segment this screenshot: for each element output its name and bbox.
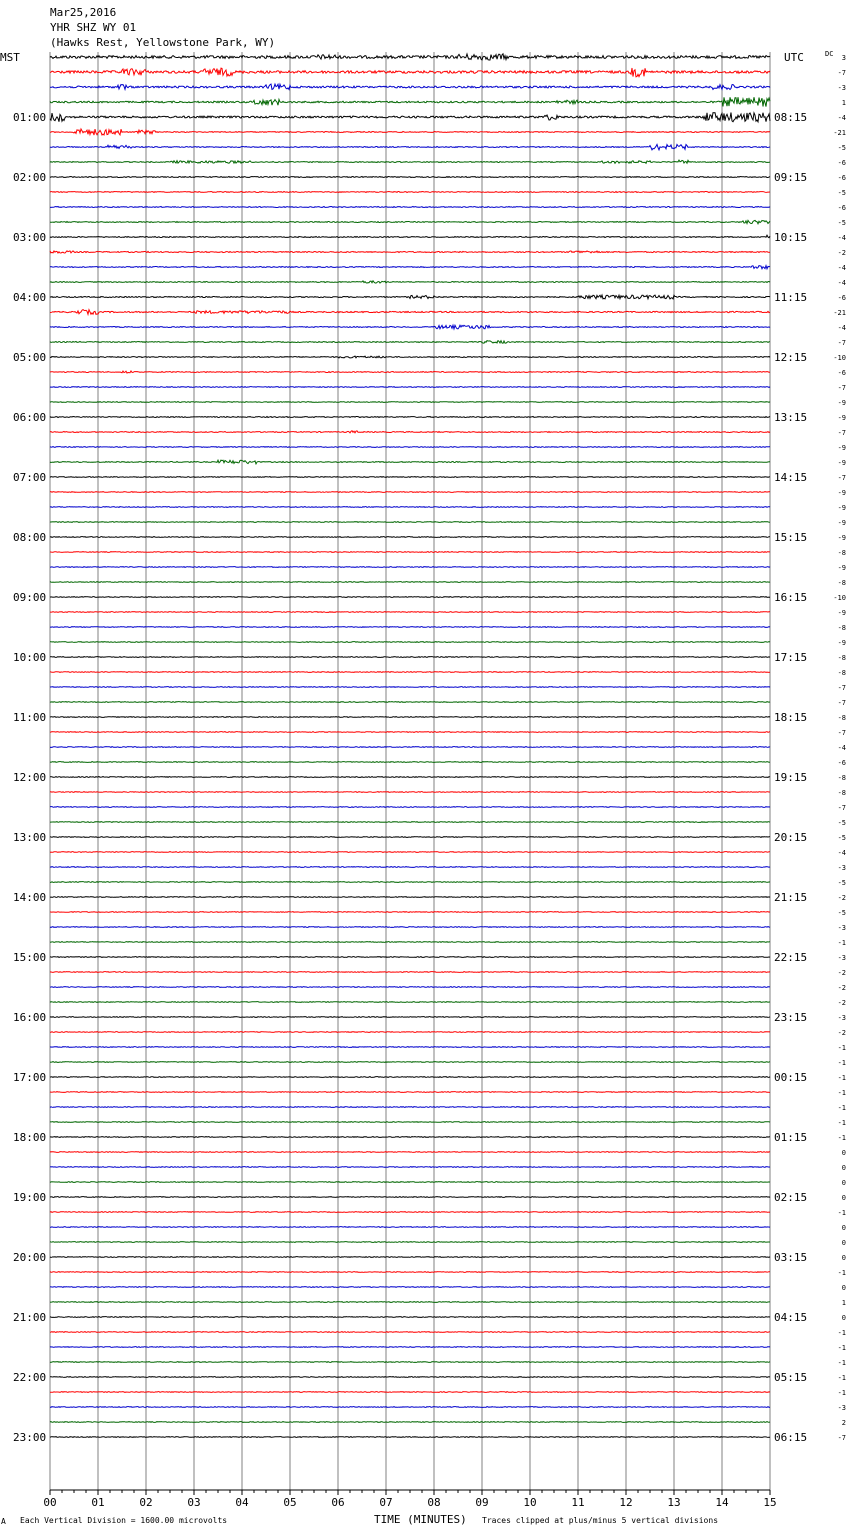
- left-hour-label: 10:00: [13, 651, 47, 664]
- dc-offset-label: 2: [841, 1419, 846, 1427]
- trace-row: [50, 957, 770, 958]
- dc-offset-label: -7: [837, 339, 846, 347]
- trace-row: [50, 460, 770, 464]
- dc-offset-label: -1: [837, 1074, 846, 1082]
- left-hour-label: 16:00: [13, 1011, 47, 1024]
- left-hour-labels: [13, 111, 46, 1444]
- trace-row: [50, 431, 770, 433]
- dc-offset-label: -1: [837, 1344, 846, 1352]
- trace-row: [50, 1182, 770, 1183]
- trace-row: [50, 207, 770, 208]
- x-tick-label: 15: [763, 1496, 777, 1509]
- dc-offset-label: -4: [837, 849, 846, 857]
- right-hour-label: 08:15: [774, 111, 808, 124]
- dc-offset-label: -1: [837, 1119, 846, 1127]
- trace-rows: [50, 54, 770, 1438]
- footer-clip-note: Traces clipped at plus/minus 5 vertical divisions: [482, 1516, 719, 1525]
- x-tick-label: 01: [91, 1496, 105, 1509]
- right-hour-label: 22:15: [774, 951, 808, 964]
- dc-offset-label: -6: [837, 159, 846, 167]
- dc-offset-label: -9: [837, 609, 846, 617]
- dc-offset-label: -7: [837, 69, 846, 77]
- trace-row: [50, 687, 770, 688]
- trace-row: [50, 1347, 770, 1348]
- trace-row: [50, 912, 770, 913]
- x-tick-label: 09: [475, 1496, 489, 1509]
- x-axis-title: TIME (MINUTES): [374, 1513, 467, 1526]
- trace-row: [50, 1062, 770, 1063]
- trace-row: [50, 522, 770, 523]
- right-hour-label: 14:15: [774, 471, 808, 484]
- dc-offset-label: -6: [837, 174, 846, 182]
- right-hour-label: 02:15: [774, 1191, 808, 1204]
- trace-row: [50, 702, 770, 703]
- trace-row: [50, 552, 770, 553]
- trace-row: [50, 356, 770, 358]
- trace-row: [50, 251, 770, 253]
- x-axis: [43, 1490, 776, 1509]
- trace-row: [50, 1212, 770, 1213]
- header-date: Mar25,2016: [50, 6, 117, 19]
- dc-offset-label: -2: [837, 1029, 846, 1037]
- dc-offset-label: 0: [841, 1149, 846, 1157]
- right-zone-label: UTC: [784, 51, 804, 64]
- dc-offset-label: 0: [841, 1314, 846, 1322]
- dc-offset-label: -1: [837, 1269, 846, 1277]
- dc-offset-label: -8: [837, 624, 846, 632]
- left-hour-label: 14:00: [13, 891, 47, 904]
- trace-row: [50, 1302, 770, 1303]
- trace-row: [50, 1107, 770, 1108]
- trace-row: [50, 1332, 770, 1333]
- trace-row: [50, 1437, 770, 1438]
- dc-offset-label: 3: [841, 54, 846, 62]
- trace-row: [50, 1242, 770, 1243]
- trace-row: [50, 597, 770, 598]
- x-tick-label: 00: [43, 1496, 57, 1509]
- dc-offset-label: -9: [837, 639, 846, 647]
- dc-offset-label: -5: [837, 909, 846, 917]
- dc-offset-label: 0: [841, 1164, 846, 1172]
- dc-offset-label: -2: [837, 969, 846, 977]
- trace-row: [50, 1377, 770, 1378]
- dc-offset-label: 0: [841, 1179, 846, 1187]
- dc-offset-label: -5: [837, 834, 846, 842]
- left-hour-label: 07:00: [13, 471, 47, 484]
- dc-offset-label: -9: [837, 564, 846, 572]
- trace-row: [50, 235, 770, 238]
- trace-row: [50, 927, 770, 928]
- right-hour-label: 06:15: [774, 1431, 808, 1444]
- dc-offset-label: -9: [837, 504, 846, 512]
- trace-row: [50, 642, 770, 643]
- trace-row: [50, 160, 770, 163]
- left-hour-label: 05:00: [13, 351, 47, 364]
- dc-offset-label: -7: [837, 384, 846, 392]
- trace-row: [50, 192, 770, 193]
- dc-offset-label: -8: [837, 654, 846, 662]
- dc-offset-label: -1: [837, 1044, 846, 1052]
- dc-offset-label: -1: [837, 939, 846, 947]
- trace-row: [50, 220, 770, 223]
- trace-row: [50, 732, 770, 733]
- dc-offset-label: -4: [837, 744, 846, 752]
- dc-offset-label: 0: [841, 1239, 846, 1247]
- left-hour-label: 23:00: [13, 1431, 47, 1444]
- right-hour-label: 21:15: [774, 891, 808, 904]
- trace-row: [50, 507, 770, 508]
- x-tick-label: 03: [187, 1496, 201, 1509]
- dc-offset-label: -1: [837, 1209, 846, 1217]
- trace-row: [50, 762, 770, 763]
- dc-offset-label: -9: [837, 399, 846, 407]
- trace-row: [50, 1197, 770, 1198]
- dc-offset-label: -8: [837, 714, 846, 722]
- dc-offset-label: -2: [837, 984, 846, 992]
- minute-grid: [50, 52, 770, 1490]
- trace-row: [50, 1092, 770, 1093]
- dc-offset-label: -3: [837, 1014, 846, 1022]
- trace-row: [50, 1362, 770, 1363]
- trace-row: [50, 1227, 770, 1228]
- dc-offset-label: -1: [837, 1329, 846, 1337]
- x-tick-label: 10: [523, 1496, 537, 1509]
- trace-row: [50, 54, 770, 60]
- dc-offset-label: -9: [837, 444, 846, 452]
- left-zone-label: MST: [0, 51, 20, 64]
- dc-offset-label: -9: [837, 519, 846, 527]
- dc-offset-label: -3: [837, 924, 846, 932]
- x-tick-label: 05: [283, 1496, 297, 1509]
- right-hour-label: 04:15: [774, 1311, 808, 1324]
- right-hour-label: 03:15: [774, 1251, 808, 1264]
- header-station: YHR SHZ WY 01: [50, 21, 137, 34]
- dc-offset-label: -4: [837, 114, 846, 122]
- dc-offset-label: -21: [833, 129, 846, 137]
- right-hour-label: 13:15: [774, 411, 808, 424]
- left-hour-label: 17:00: [13, 1071, 47, 1084]
- trace-row: [50, 1122, 770, 1123]
- left-hour-label: 01:00: [13, 111, 47, 124]
- dc-offset-label: -6: [837, 369, 846, 377]
- trace-row: [50, 1422, 770, 1423]
- right-hour-label: 01:15: [774, 1131, 808, 1144]
- left-hour-label: 04:00: [13, 291, 47, 304]
- trace-row: [50, 987, 770, 988]
- dc-offset-label: -1: [837, 1134, 846, 1142]
- footer-scale-note: Each Vertical Division = 1600.00 microvolts: [20, 1516, 228, 1525]
- trace-row: [50, 1407, 770, 1408]
- dc-offset-label: 1: [841, 1299, 846, 1307]
- dc-header: DC: [825, 50, 834, 58]
- trace-row: [50, 627, 770, 628]
- left-hour-label: 20:00: [13, 1251, 47, 1264]
- trace-row: [50, 1317, 770, 1318]
- left-hour-label: 15:00: [13, 951, 47, 964]
- dc-offset-label: -1: [837, 1104, 846, 1112]
- left-hour-label: 22:00: [13, 1371, 47, 1384]
- trace-row: [50, 567, 770, 568]
- left-hour-label: 03:00: [13, 231, 47, 244]
- dc-offset-label: -5: [837, 819, 846, 827]
- dc-offset-label: -6: [837, 204, 846, 212]
- dc-offset-label: -3: [837, 84, 846, 92]
- trace-row: [50, 371, 770, 373]
- dc-offset-label: -7: [837, 729, 846, 737]
- trace-row: [50, 387, 770, 388]
- trace-row: [50, 792, 770, 793]
- trace-row: [50, 747, 770, 748]
- left-hour-label: 12:00: [13, 771, 47, 784]
- left-hour-label: 13:00: [13, 831, 47, 844]
- dc-offset-label: 0: [841, 1224, 846, 1232]
- trace-row: [50, 1032, 770, 1033]
- dc-offset-label: -1: [837, 1389, 846, 1397]
- trace-row: [50, 266, 770, 269]
- dc-offset-label: -7: [837, 429, 846, 437]
- left-hour-label: 11:00: [13, 711, 47, 724]
- dc-offset-label: -9: [837, 534, 846, 542]
- header-location: (Hawks Rest, Yellowstone Park, WY): [50, 36, 276, 49]
- trace-row: [50, 1272, 770, 1273]
- trace-row: [50, 341, 770, 344]
- trace-row: [50, 325, 770, 329]
- trace-row: [50, 477, 770, 478]
- left-hour-label: 08:00: [13, 531, 47, 544]
- dc-offset-label: 0: [841, 1254, 846, 1262]
- trace-row: [50, 492, 770, 493]
- trace-row: [50, 1392, 770, 1393]
- trace-row: [50, 1287, 770, 1288]
- trace-row: [50, 852, 770, 853]
- dc-offset-label: -8: [837, 669, 846, 677]
- dc-offset-label: -7: [837, 1434, 846, 1442]
- dc-offset-label: -10: [833, 594, 846, 602]
- trace-row: [50, 417, 770, 418]
- right-hour-label: 05:15: [774, 1371, 808, 1384]
- dc-offset-label: -1: [837, 1359, 846, 1367]
- dc-offset-label: -5: [837, 879, 846, 887]
- trace-row: [50, 612, 770, 613]
- trace-row: [50, 447, 770, 448]
- dc-offset-label: -1: [837, 1374, 846, 1382]
- footer-mark: A: [1, 1517, 6, 1526]
- right-hour-label: 20:15: [774, 831, 808, 844]
- dc-offset-label: -3: [837, 1404, 846, 1412]
- right-hour-label: 15:15: [774, 531, 808, 544]
- dc-offset-label: -5: [837, 144, 846, 152]
- x-tick-label: 12: [619, 1496, 633, 1509]
- trace-row: [50, 822, 770, 823]
- trace-row: [50, 97, 770, 106]
- dc-offset-label: -2: [837, 894, 846, 902]
- dc-offset-labels: [833, 54, 846, 1442]
- trace-row: [50, 281, 770, 283]
- dc-offset-label: -5: [837, 219, 846, 227]
- right-hour-label: 18:15: [774, 711, 808, 724]
- trace-row: [50, 807, 770, 808]
- dc-offset-label: -9: [837, 459, 846, 467]
- right-hour-label: 12:15: [774, 351, 808, 364]
- dc-offset-label: -4: [837, 279, 846, 287]
- trace-row: [50, 867, 770, 868]
- dc-offset-label: -6: [837, 294, 846, 302]
- trace-row: [50, 582, 770, 583]
- trace-row: [50, 837, 770, 838]
- x-tick-label: 06: [331, 1496, 345, 1509]
- dc-offset-label: -3: [837, 864, 846, 872]
- trace-row: [50, 897, 770, 898]
- trace-row: [50, 537, 770, 538]
- dc-offset-label: -7: [837, 684, 846, 692]
- x-tick-label: 07: [379, 1496, 393, 1509]
- trace-row: [50, 882, 770, 883]
- trace-row: [50, 177, 770, 178]
- right-hour-label: 11:15: [774, 291, 808, 304]
- left-hour-label: 02:00: [13, 171, 47, 184]
- dc-offset-label: 1: [841, 99, 846, 107]
- left-hour-label: 09:00: [13, 591, 47, 604]
- trace-row: [50, 129, 770, 135]
- right-hour-label: 10:15: [774, 231, 808, 244]
- dc-offset-label: -8: [837, 774, 846, 782]
- dc-offset-label: -10: [833, 354, 846, 362]
- dc-offset-label: -21: [833, 309, 846, 317]
- dc-offset-label: -9: [837, 489, 846, 497]
- trace-row: [50, 1017, 770, 1018]
- x-tick-label: 13: [667, 1496, 681, 1509]
- x-tick-label: 02: [139, 1496, 153, 1509]
- trace-row: [50, 1002, 770, 1003]
- trace-row: [50, 1137, 770, 1138]
- dc-offset-label: 0: [841, 1194, 846, 1202]
- left-hour-label: 18:00: [13, 1131, 47, 1144]
- dc-offset-label: -1: [837, 1089, 846, 1097]
- dc-offset-label: 0: [841, 1284, 846, 1292]
- dc-offset-label: -4: [837, 234, 846, 242]
- trace-row: [50, 657, 770, 658]
- trace-row: [50, 1257, 770, 1258]
- trace-row: [50, 1167, 770, 1168]
- left-hour-label: 06:00: [13, 411, 47, 424]
- trace-row: [50, 672, 770, 673]
- trace-row: [50, 144, 770, 150]
- trace-row: [50, 68, 770, 77]
- left-hour-label: 21:00: [13, 1311, 47, 1324]
- dc-offset-label: -2: [837, 249, 846, 257]
- trace-row: [50, 113, 770, 122]
- trace-row: [50, 717, 770, 718]
- trace-row: [50, 1047, 770, 1048]
- trace-row: [50, 84, 770, 89]
- x-tick-label: 08: [427, 1496, 441, 1509]
- dc-offset-label: -2: [837, 999, 846, 1007]
- x-tick-label: 11: [571, 1496, 585, 1509]
- right-hour-label: 23:15: [774, 1011, 808, 1024]
- right-hour-label: 17:15: [774, 651, 808, 664]
- trace-row: [50, 777, 770, 778]
- dc-offset-label: -6: [837, 759, 846, 767]
- right-hour-label: 09:15: [774, 171, 808, 184]
- trace-row: [50, 402, 770, 403]
- dc-offset-label: -7: [837, 474, 846, 482]
- dc-offset-label: -3: [837, 954, 846, 962]
- trace-row: [50, 1152, 770, 1153]
- right-hour-label: 00:15: [774, 1071, 808, 1084]
- dc-offset-label: -7: [837, 804, 846, 812]
- dc-offset-label: -9: [837, 414, 846, 422]
- dc-offset-label: -1: [837, 1059, 846, 1067]
- dc-offset-label: -8: [837, 789, 846, 797]
- left-hour-label: 19:00: [13, 1191, 47, 1204]
- trace-row: [50, 310, 770, 315]
- right-hour-labels: [774, 111, 807, 1444]
- x-tick-label: 04: [235, 1496, 249, 1509]
- dc-offset-label: -8: [837, 549, 846, 557]
- dc-offset-label: -8: [837, 579, 846, 587]
- right-hour-label: 19:15: [774, 771, 808, 784]
- trace-row: [50, 295, 770, 299]
- dc-offset-label: -7: [837, 699, 846, 707]
- trace-row: [50, 972, 770, 973]
- dc-offset-label: -5: [837, 189, 846, 197]
- right-hour-label: 16:15: [774, 591, 808, 604]
- dc-offset-label: -4: [837, 324, 846, 332]
- trace-row: [50, 942, 770, 943]
- trace-row: [50, 1077, 770, 1078]
- dc-offset-label: -4: [837, 264, 846, 272]
- x-tick-label: 14: [715, 1496, 729, 1509]
